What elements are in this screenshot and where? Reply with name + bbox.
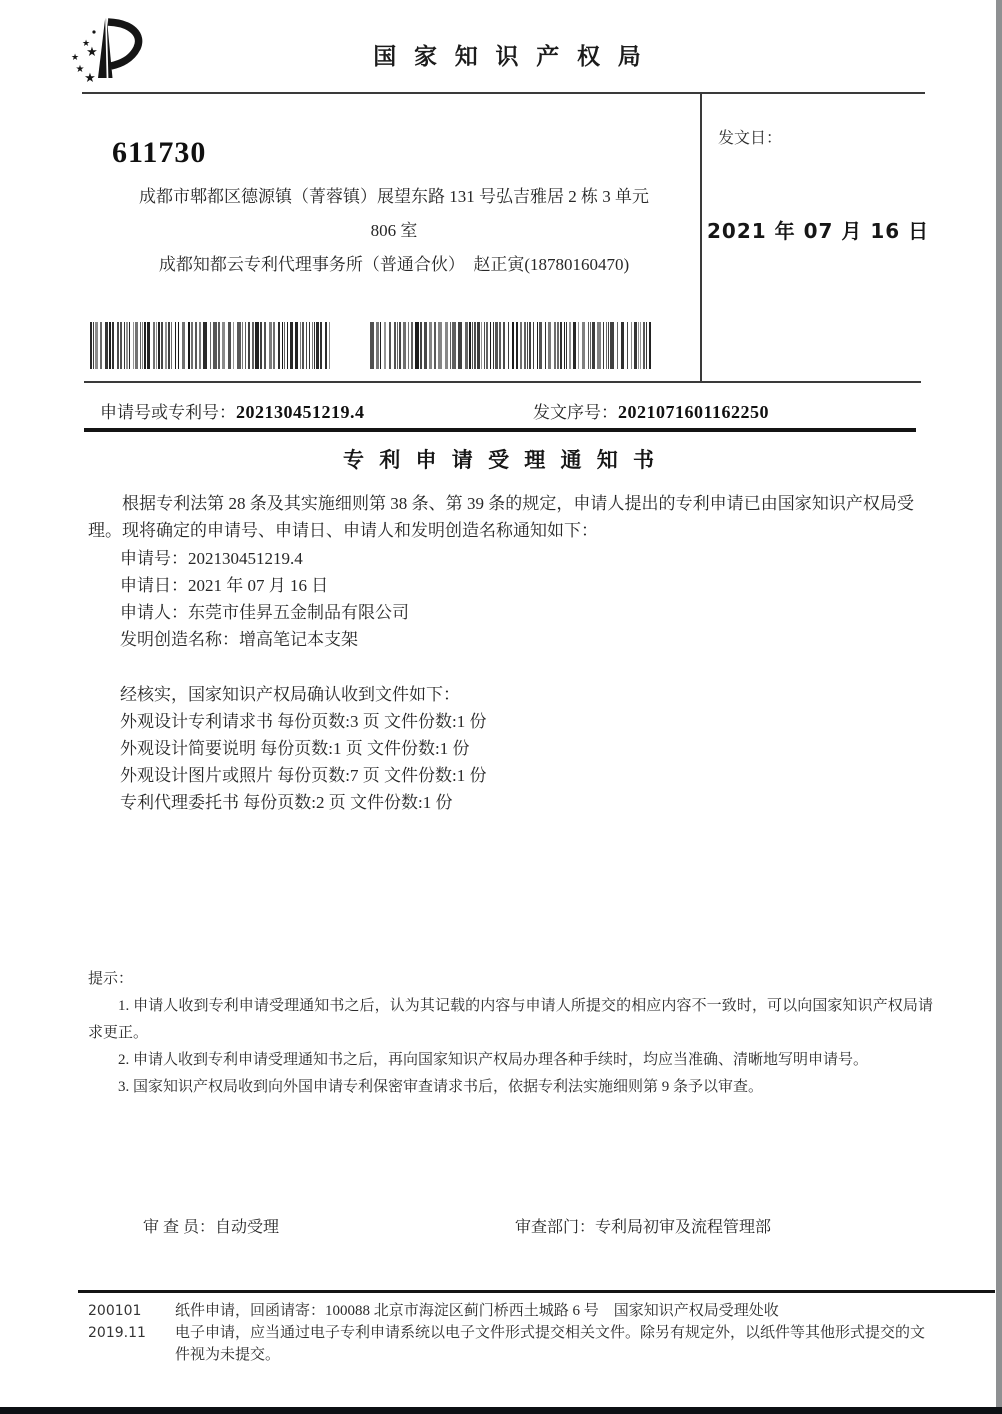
svg-text:★: ★ bbox=[81, 39, 91, 49]
review-row bbox=[88, 1214, 918, 1238]
mailing-code: 611730 bbox=[112, 136, 207, 169]
footer-revision-code: 2019.11 bbox=[88, 1325, 146, 1341]
numbers-row-top-divider bbox=[84, 381, 921, 383]
svg-text:★: ★ bbox=[84, 71, 96, 86]
barcode-right-icon bbox=[370, 322, 651, 369]
notice-title: 专 利 申 请 受 理 通 知 书 bbox=[343, 448, 659, 472]
notes-label: 提示： bbox=[88, 971, 134, 987]
received-documents bbox=[120, 681, 840, 816]
received-item: 外观设计专利请求书 每份页数:3 页 文件份数:1 份 bbox=[120, 712, 487, 731]
field-label: 申请号： bbox=[120, 549, 188, 568]
barcode-left-icon bbox=[90, 322, 330, 369]
field-application-number bbox=[120, 545, 820, 572]
examiner bbox=[143, 1214, 279, 1237]
application-fields bbox=[120, 545, 820, 653]
field-applicant bbox=[120, 599, 820, 626]
dispatch-date-value: 2021 年 07 月 16 日 bbox=[707, 219, 930, 243]
footer-electronic-line: 电子申请，应当通过电子专利申请系统以电子文件形式提交相关文件。除另有规定外，以纸件等其他形式提交的文件视为未提交。 bbox=[175, 1325, 926, 1363]
svg-text:★: ★ bbox=[86, 45, 98, 60]
application-number-value: 202130451219.4 bbox=[236, 402, 365, 422]
serial-number-label: 发文序号： bbox=[533, 403, 618, 422]
mailing-address-line1: 成都市郫都区德源镇（菁蓉镇）展望东路 131 号弘吉雅居 2 栋 3 单元 bbox=[139, 187, 649, 206]
field-value: 202130451219.4 bbox=[188, 549, 303, 568]
field-value: 东莞市佳昇五金制品有限公司 bbox=[188, 603, 409, 622]
application-number bbox=[100, 398, 365, 423]
dispatch-date-label: 发文日： bbox=[718, 130, 783, 147]
svg-text:★: ★ bbox=[75, 64, 85, 75]
received-item: 专利代理委托书 每份页数:2 页 文件份数:1 份 bbox=[120, 793, 453, 812]
application-number-label: 申请号或专利号： bbox=[100, 403, 236, 422]
field-invention-title bbox=[120, 626, 820, 653]
review-department bbox=[515, 1214, 771, 1237]
agency-contact-line: 成都知都云专利代理事务所（普通合伙） 赵正寅(18780160470) bbox=[158, 255, 630, 274]
mailing-address-line2: 806 室 bbox=[370, 221, 418, 240]
scan-edge-bottom bbox=[0, 1407, 1002, 1414]
footer-divider bbox=[78, 1290, 995, 1293]
received-item: 外观设计图片或照片 每份页数:7 页 文件份数:1 份 bbox=[120, 766, 487, 785]
footer-form-code: 200101 bbox=[88, 1303, 142, 1319]
field-application-date bbox=[120, 572, 820, 599]
notice-body bbox=[88, 444, 914, 544]
dispatch-date-box bbox=[702, 93, 932, 381]
footer-paper-line: 纸件申请，回函请寄：100088 北京市海淀区蓟门桥西土城路 6 号 国家知识产权局受理处收 bbox=[175, 1303, 779, 1319]
scan-edge-right bbox=[996, 0, 1002, 1414]
examiner-label: 审 查 员： bbox=[143, 1219, 216, 1236]
notice-intro-paragraph: 根据专利法第 28 条及其实施细则第 38 条、第 39 条的规定，申请人提出的专利申请已由国家知识产权局受理。现将确定的申请号、申请日、申请人和发明创造名称通知如下： bbox=[88, 494, 914, 540]
review-department-value: 专利局初审及流程管理部 bbox=[595, 1219, 772, 1236]
serial-number-value: 2021071601162250 bbox=[618, 402, 770, 422]
cnipa-logo-icon bbox=[62, 12, 157, 94]
svg-text:★: ★ bbox=[70, 53, 80, 63]
review-department-label: 审查部门： bbox=[515, 1219, 596, 1236]
page-title: 国 家 知 识 产 权 局 bbox=[373, 44, 647, 69]
notes-section bbox=[88, 966, 933, 1101]
serial-number bbox=[533, 398, 769, 423]
field-value: 增高笔记本支架 bbox=[239, 630, 358, 649]
field-label: 申请日： bbox=[120, 576, 188, 595]
field-value: 2021 年 07 月 16 日 bbox=[188, 576, 329, 595]
field-label: 申请人： bbox=[120, 603, 188, 622]
numbers-row bbox=[88, 398, 918, 424]
field-label: 发明创造名称： bbox=[120, 630, 239, 649]
note-item-1: 1. 申请人收到专利申请受理通知书之后，认为其记载的内容与申请人所提交的相应内容不一致时，可以向国家知识产权局请求更正。 bbox=[88, 998, 933, 1041]
note-item-2: 2. 申请人收到专利申请受理通知书之后，再向国家知识产权局办理各种手续时，均应当准确、清晰地写明申请号。 bbox=[118, 1052, 869, 1068]
received-intro: 经核实，国家知识产权局确认收到文件如下： bbox=[120, 685, 460, 704]
received-item: 外观设计简要说明 每份页数:1 页 文件份数:1 份 bbox=[120, 739, 470, 758]
note-item-3: 3. 国家知识产权局收到向外国申请专利保密审查请求书后，依据专利法实施细则第 9 条予以审查。 bbox=[118, 1079, 764, 1095]
footer bbox=[88, 1300, 930, 1366]
examiner-value: 自动受理 bbox=[215, 1219, 280, 1236]
mailing-block bbox=[88, 100, 700, 275]
numbers-row-bottom-divider bbox=[84, 428, 916, 432]
